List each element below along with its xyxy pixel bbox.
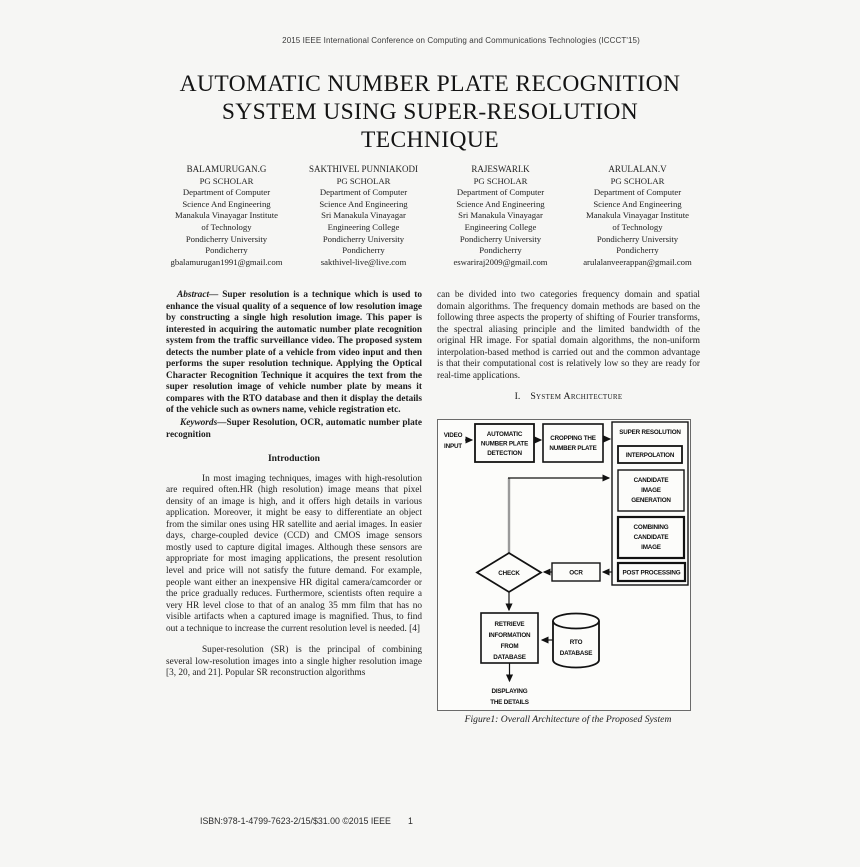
author-card [158,164,295,268]
right-column [437,290,700,403]
author-line: Pondicherry University [459,233,542,244]
author-line: Sri Manakula Vinayagar [321,210,406,221]
detection-label: NUMBER PLATE [480,440,529,448]
detection-label: AUTOMATIC [486,431,523,438]
author-line: of Technology [612,221,663,232]
keywords-text: Super Resolution, OCR, automatic number plate recognition [166,418,422,440]
section-number: I. [514,391,521,403]
author-name: SAKTHIVEL PUNNIAKODI [309,164,418,174]
section-title: System Architecture [530,391,623,403]
author-line: Pondicherry [616,245,659,256]
rto-database-label: RTO [569,639,583,646]
paper-title-line: AUTOMATIC NUMBER PLATE RECOGNITION [179,71,681,97]
interpolation-label: INTERPOLATION [625,452,675,459]
paper-title-line: TECHNIQUE [360,127,500,153]
author-line: Pondicherry [342,245,385,256]
author-email: arulalanveerappan@gmail.com [583,256,692,267]
author-line: Department of Computer [182,187,271,198]
author-line: PG SCHOLAR [199,175,254,186]
abstract-text: Super resolution is a technique which is used to enhance the visual quality of a sequence of low resolution image by constructing a single high resolution image. This paper is interested in acquiring the automatic number plate recognition system from the traffic surveillance video. The proposed system detects the number plate of a vehicle from video input and then performs the super resolution technique. Applying the Optical Character Recognition Technique it acquires the text from the super resolution image of vehicle number plate by means it compares with the RTO database and then it display the details of the vehicle such as owners name, vehicle registration etc. [166,290,422,416]
retrieve-information-label: RETRIEVE [494,621,525,628]
author-line: Department of Computer [593,187,682,198]
candidate-image-generation-label: GENERATION [631,497,671,504]
displaying-details-label: DISPLAYING [491,688,528,695]
author-line: of Technology [201,221,252,232]
footer-page-number: 1 [408,816,413,826]
detection-label: DETECTION [487,450,522,457]
left-column [166,290,422,680]
cropping-box [543,424,603,462]
author-card [295,164,432,268]
video-input-label: VIDEO [443,432,463,439]
author-email: sakthivel-live@live.com [320,256,407,267]
author-line: Engineering College [327,221,400,232]
displaying-details-label: THE DETAILS [490,699,529,706]
author-line: PG SCHOLAR [336,175,391,186]
paper-title-line: SYSTEM USING SUPER-RESOLUTION [221,99,639,125]
author-email: eswariraj2009@gmail.com [453,256,548,267]
abstract-paragraph [166,290,422,417]
video-input-label: INPUT [444,443,462,450]
author-line: Pondicherry [205,245,248,256]
retrieve-information-label: DATABASE [493,654,526,661]
cropping-label: NUMBER PLATE [549,445,597,452]
candidate-image-generation-label: CANDIDATE [633,477,669,484]
author-line: Science And Engineering [182,198,271,209]
check-label: CHECK [498,570,520,577]
author-name: BALAMURUGAN.G [186,164,267,174]
author-name: RAJESWARI.K [471,164,530,174]
rto-database-cylinder-top [553,614,599,629]
architecture-diagram [438,420,690,710]
cropping-label: CROPPING THE [550,435,596,442]
author-line: Manakula Vinayagar Institute [174,210,279,221]
post-processing-label: POST PROCESSING [622,569,681,577]
author-line: PG SCHOLAR [473,175,528,186]
author-line: Engineering College [464,221,537,232]
architecture-figure [437,419,691,711]
combining-candidate-image-label: IMAGE [641,544,661,551]
continuation-paragraph: can be divided into two categories frequency domain and spatial domain algorithms. The frequency domain methods are based on the following three aspects the property of shifting of Fourier transforms, the spectral aliasing principle and the limited bandwidth of the original HR image. For spatial domain algorithms, the non-uniform interpolation-based method is carried out and the common advantage is that their computational cost is relatively low so they are ready for real-time applications. [437,290,700,381]
introduction-heading: Introduction [267,453,321,465]
introduction-paragraph-2: Super-resolution (SR) is the principal of combining several low-resolution images into a single higher resolution image [3, 20, and 21]. Popular SR reconstruction algorithms [166,645,422,679]
rto-database-label: DATABASE [559,650,593,657]
author-line: Science And Engineering [456,198,545,209]
author-name: ARULALAN.V [608,164,667,174]
keywords-paragraph [166,418,422,441]
author-line: Department of Computer [319,187,408,198]
author-line: Science And Engineering [319,198,408,209]
footer-isbn: ISBN:978-1-4799-7623-2/15/$31.00 ©2015 IEEE [200,816,391,826]
introduction-paragraph-1: In most imaging techniques, images with high-resolution are required often.HR (high resolution) image means that pixel density of an image is high, and it offers high details in various application. Moreover, it might be easy to differentiate an object from the similar ones using HR satellite and aerial images. In easier days, charge-coupled device (CCD) and CMOS image sensors mostly used to capture digital images. Although these sensors are appropriate for most imaging applications, the present resolution level and price will not satisfy the future demand. For example, people want either an inexpensive HR digital camera/camcorder or the price gradually reduces. Furthermore, scientists often require a very HR level close to that of an analog 35 mm film that has no visible artifacts when a captured image is magnified. Thus, to find out a technique to increase the current resolution level is needed. [4] [166,473,422,634]
author-line: Department of Computer [456,187,545,198]
paper-title [0,70,860,154]
figure-caption: Figure1: Overall Architecture of the Proposed System [464,714,672,725]
author-card [569,164,706,268]
combining-candidate-image-label: COMBINING [633,524,669,531]
author-line: Sri Manakula Vinayagar [458,210,543,221]
retrieve-information-label: FROM [500,643,519,650]
author-line: Pondicherry University [596,233,679,244]
super-resolution-label: SUPER RESOLUTION [619,429,681,436]
author-card [432,164,569,268]
combining-candidate-image-label: CANDIDATE [633,534,669,541]
author-line: Science And Engineering [593,198,682,209]
author-email: gbalamurugan1991@gmail.com [170,256,283,267]
author-line: Pondicherry University [322,233,405,244]
author-line: Manakula Vinayagar Institute [585,210,690,221]
author-block [158,164,706,268]
conference-header: 2015 IEEE International Conference on Computing and Communications Technologies (ICCCT'15) [282,36,640,45]
abstract-label: Abstract— [177,290,219,300]
section-heading [437,391,700,403]
author-line: Pondicherry University [185,233,268,244]
keywords-label: Keywords— [180,418,227,429]
ocr-label: OCR [569,569,583,577]
retrieve-information-label: INFORMATION [488,632,531,639]
candidate-image-generation-label: IMAGE [641,487,661,494]
author-line: PG SCHOLAR [610,175,665,186]
author-line: Pondicherry [479,245,522,256]
